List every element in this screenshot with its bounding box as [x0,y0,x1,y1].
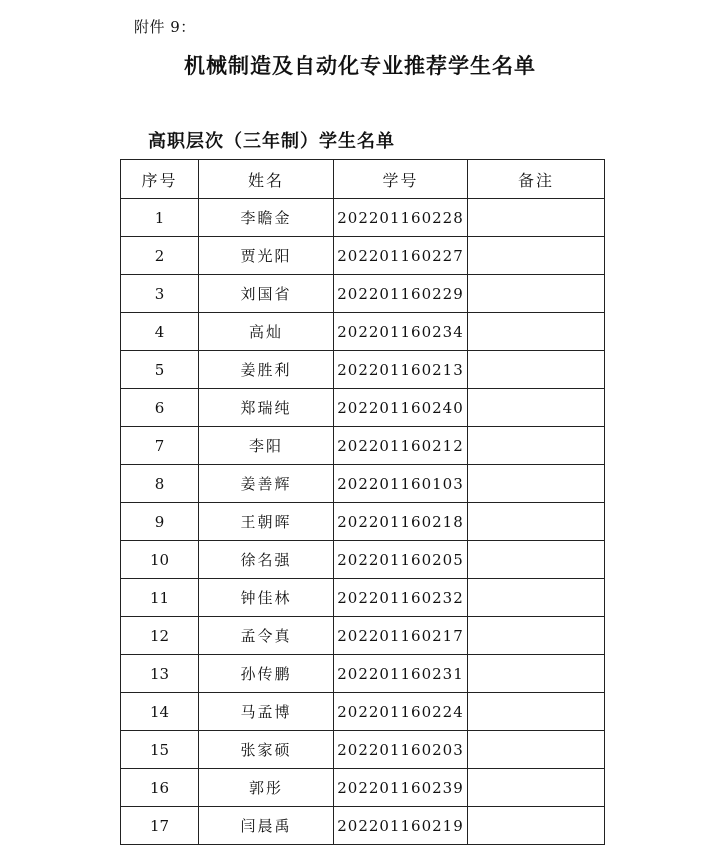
row-no-cell: 16 [121,769,199,807]
row-no-cell: 8 [121,465,199,503]
header-remarks: 备注 [468,160,605,199]
table-row [121,579,605,617]
row-name-cell: 刘国省 [199,275,334,313]
row-student-id-cell: 202201160228 [334,199,468,237]
row-student-id-cell: 202201160239 [334,769,468,807]
row-student-id-cell: 202201160227 [334,237,468,275]
table-row [121,199,605,237]
table-header [121,160,605,199]
row-name-cell: 贾光阳 [199,237,334,275]
row-no-cell: 11 [121,579,199,617]
row-name-cell: 孟令真 [199,617,334,655]
header-row [121,160,605,199]
row-student-id-cell: 202201160234 [334,313,468,351]
row-no-cell: 3 [121,275,199,313]
table-row [121,427,605,465]
row-no-cell: 13 [121,655,199,693]
row-no-cell: 6 [121,389,199,427]
row-remarks-cell [468,351,605,389]
row-name-cell: 钟佳林 [199,579,334,617]
table-row [121,693,605,731]
document-title: 机械制造及自动化专业推荐学生名单 [184,53,536,78]
row-remarks-cell [468,427,605,465]
row-remarks-cell [468,693,605,731]
row-no-cell: 5 [121,351,199,389]
section-title: 高职层次（三年制）学生名单 [148,131,395,152]
row-no-cell: 7 [121,427,199,465]
row-name-cell: 闫晨禹 [199,807,334,845]
row-student-id-cell: 202201160103 [334,465,468,503]
row-student-id-cell: 202201160240 [334,389,468,427]
row-student-id-cell: 202201160229 [334,275,468,313]
row-no-cell: 9 [121,503,199,541]
row-remarks-cell [468,769,605,807]
row-no-cell: 1 [121,199,199,237]
row-name-cell: 马孟博 [199,693,334,731]
row-name-cell: 李瞻金 [199,199,334,237]
row-name-cell: 郭彤 [199,769,334,807]
row-no-cell: 4 [121,313,199,351]
row-student-id-cell: 202201160213 [334,351,468,389]
row-remarks-cell [468,655,605,693]
row-student-id-cell: 202201160231 [334,655,468,693]
header-name: 姓名 [199,160,334,199]
table-row [121,389,605,427]
row-remarks-cell [468,731,605,769]
table-row [121,237,605,275]
row-remarks-cell [468,275,605,313]
row-student-id-cell: 202201160205 [334,541,468,579]
row-no-cell: 17 [121,807,199,845]
row-student-id-cell: 202201160224 [334,693,468,731]
row-name-cell: 张家硕 [199,731,334,769]
table-row [121,655,605,693]
row-remarks-cell [468,617,605,655]
table-row [121,275,605,313]
row-name-cell: 徐名强 [199,541,334,579]
table-row [121,807,605,845]
table-row [121,731,605,769]
row-name-cell: 李阳 [199,427,334,465]
row-remarks-cell [468,465,605,503]
row-no-cell: 10 [121,541,199,579]
row-student-id-cell: 202201160217 [334,617,468,655]
table-row [121,617,605,655]
table-row [121,541,605,579]
table-row [121,503,605,541]
header-student-id: 学号 [334,160,468,199]
row-remarks-cell [468,313,605,351]
row-student-id-cell: 202201160219 [334,807,468,845]
row-name-cell: 王朝晖 [199,503,334,541]
row-remarks-cell [468,199,605,237]
row-remarks-cell [468,579,605,617]
row-name-cell: 郑瑞纯 [199,389,334,427]
header-no: 序号 [121,160,199,199]
row-student-id-cell: 202201160232 [334,579,468,617]
row-remarks-cell [468,389,605,427]
table-row [121,313,605,351]
table-row [121,465,605,503]
row-name-cell: 孙传鹏 [199,655,334,693]
row-remarks-cell [468,237,605,275]
attachment-label: 附件 9： [134,18,196,36]
row-remarks-cell [468,807,605,845]
row-no-cell: 2 [121,237,199,275]
row-name-cell: 高灿 [199,313,334,351]
row-no-cell: 15 [121,731,199,769]
row-remarks-cell [468,503,605,541]
row-name-cell: 姜胜利 [199,351,334,389]
row-no-cell: 12 [121,617,199,655]
row-name-cell: 姜善辉 [199,465,334,503]
student-roster-table [120,159,605,845]
row-remarks-cell [468,541,605,579]
row-student-id-cell: 202201160212 [334,427,468,465]
row-no-cell: 14 [121,693,199,731]
row-student-id-cell: 202201160203 [334,731,468,769]
row-student-id-cell: 202201160218 [334,503,468,541]
table-row [121,769,605,807]
table-row [121,351,605,389]
table-body [121,199,605,845]
